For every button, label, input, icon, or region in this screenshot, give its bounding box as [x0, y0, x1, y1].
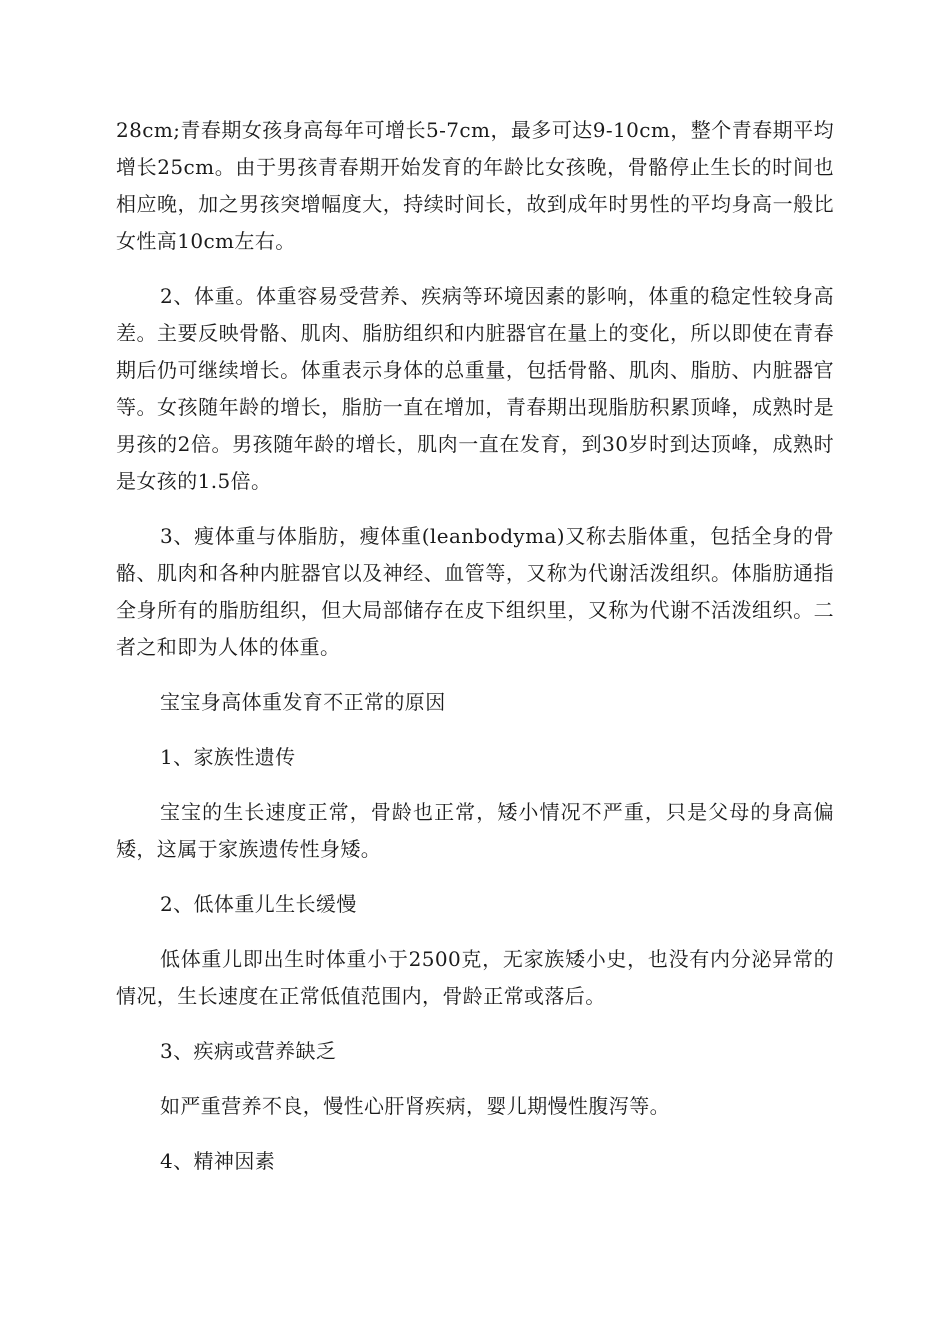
section-heading-causes: 宝宝身高体重发育不正常的原因	[160, 690, 446, 714]
paragraph-low-birth-weight: 低体重儿即出生时体重小于2500克，无家族矮小史，也没有内分泌异常的情况，生长速度在正常低值范围内，骨龄正常或落后。	[116, 947, 834, 1008]
subheading-mental-factors: 4、精神因素	[160, 1149, 276, 1173]
paragraph-lean-body-mass: 3、瘦体重与体脂肪，瘦体重(leanbodyma)又称去脂体重，包括全身的骨骼、肌肉和各种内脏器官以及神经、血管等，又称为代谢活泼组织。体脂肪通指全身所有的脂肪组织，但大局部储存在皮下组织里，又称为代谢不活泼组织。二者之和即为人体的体重。	[116, 524, 834, 659]
document-page	[116, 112, 834, 1198]
subheading-low-birth-weight: 2、低体重儿生长缓慢	[160, 892, 357, 916]
subheading-disease-nutrition: 3、疾病或营养缺乏	[160, 1039, 337, 1063]
paragraph-height-growth: 28cm;青春期女孩身高每年可增长5-7cm，最多可达9-10cm，整个青春期平均增长25cm。由于男孩青春期开始发育的年龄比女孩晚，骨骼停止生长的时间也相应晚，加之男孩突增幅度大，持续时间长，故到成年时男性的平均身高一般比女性高10cm左右。	[116, 118, 834, 253]
subheading-family-heredity: 1、家族性遗传	[160, 745, 296, 769]
paragraph-weight: 2、体重。体重容易受营养、疾病等环境因素的影响，体重的稳定性较身高差。主要反映骨骼、肌肉、脂肪组织和内脏器官在量上的变化，所以即使在青春期后仍可继续增长。体重表示身体的总重量，包括骨骼、肌肉、脂肪、内脏器官等。女孩随年龄的增长，脂肪一直在增加，青春期出现脂肪积累顶峰，成熟时是男孩的2倍。男孩随年龄的增长，肌肉一直在发育，到30岁时到达顶峰，成熟时是女孩的1.5倍。	[116, 284, 834, 493]
paragraph-disease-nutrition: 如严重营养不良，慢性心肝肾疾病，婴儿期慢性腹泻等。	[160, 1094, 670, 1118]
paragraph-family-heredity: 宝宝的生长速度正常，骨龄也正常，矮小情况不严重，只是父母的身高偏矮，这属于家族遗传性身矮。	[116, 800, 834, 861]
